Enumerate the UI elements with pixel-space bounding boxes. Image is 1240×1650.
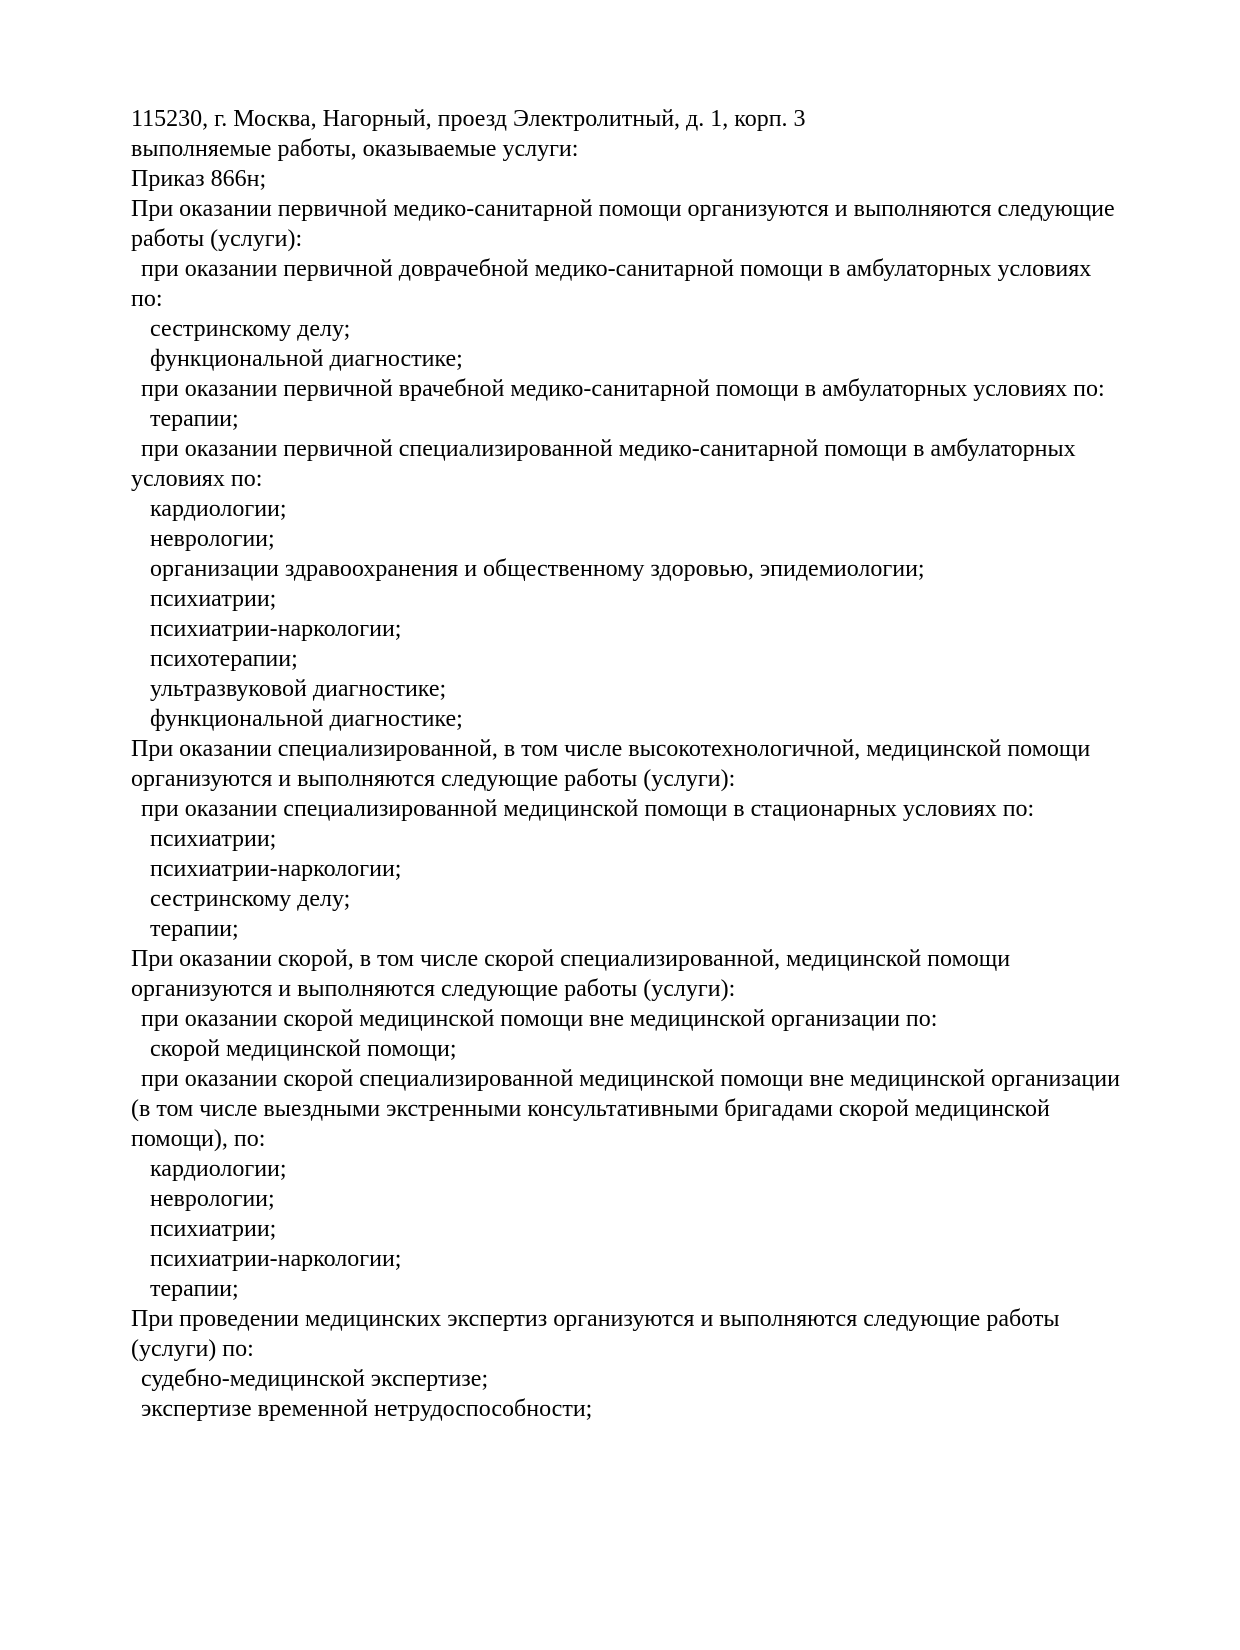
text-line: сестринскому делу; — [150, 886, 351, 912]
text-line: терапии; — [150, 916, 239, 942]
text-line: При оказании специализированной, в том числе высокотехнологичной, медицинской помощи — [131, 736, 1091, 762]
text-line: условиях по: — [131, 466, 263, 492]
text-line: психиатрии-наркологии; — [150, 1246, 402, 1272]
text-line: при оказании первичной врачебной медико-санитарной помощи в амбулаторных условиях по: — [141, 376, 1105, 402]
text-line: При оказании первичной медико-санитарной помощи организуются и выполняются следующие — [131, 196, 1115, 222]
text-line: функциональной диагностике; — [150, 706, 463, 732]
text-line: неврологии; — [150, 1186, 275, 1212]
text-line: психиатрии; — [150, 826, 277, 852]
text-line: при оказании скорой медицинской помощи вне медицинской организации по: — [141, 1006, 938, 1032]
text-line: при оказании скорой специализированной медицинской помощи вне медицинской организации — [141, 1066, 1120, 1092]
text-line: При проведении медицинских экспертиз организуются и выполняются следующие работы — [131, 1306, 1060, 1332]
text-line: терапии; — [150, 406, 239, 432]
text-line: психиатрии-наркологии; — [150, 856, 402, 882]
text-line: функциональной диагностике; — [150, 346, 463, 372]
text-line: при оказании первичной доврачебной медико-санитарной помощи в амбулаторных условиях — [141, 256, 1092, 282]
text-line: При оказании скорой, в том числе скорой специализированной, медицинской помощи — [131, 946, 1011, 972]
text-line: экспертизе временной нетрудоспособности; — [141, 1396, 593, 1422]
text-line: работы (услуги): — [131, 226, 303, 252]
text-line: психиатрии; — [150, 1216, 277, 1242]
text-line: Приказ 866н; — [131, 166, 267, 192]
text-line: организуются и выполняются следующие работы (услуги): — [131, 766, 736, 792]
text-line: скорой медицинской помощи; — [150, 1036, 457, 1062]
text-line: (в том числе выездными экстренными консультативными бригадами скорой медицинской — [131, 1096, 1050, 1122]
text-line: (услуги) по: — [131, 1336, 254, 1362]
text-line: кардиологии; — [150, 1156, 287, 1182]
document-body — [131, 104, 1240, 1424]
text-line: судебно-медицинской экспертизе; — [141, 1366, 489, 1392]
text-line: организуются и выполняются следующие работы (услуги): — [131, 976, 736, 1002]
text-line: 115230, г. Москва, Нагорный, проезд Электролитный, д. 1, корп. 3 — [131, 106, 806, 132]
text-line: при оказании специализированной медицинской помощи в стационарных условиях по: — [141, 796, 1035, 822]
text-line: по: — [131, 286, 163, 312]
text-line: кардиологии; — [150, 496, 287, 522]
text-line: терапии; — [150, 1276, 239, 1302]
text-line: психиатрии; — [150, 586, 277, 612]
text-line: психотерапии; — [150, 646, 298, 672]
text-line: организации здравоохранения и общественному здоровью, эпидемиологии; — [150, 556, 925, 582]
text-line: ультразвуковой диагностике; — [150, 676, 447, 702]
text-line: психиатрии-наркологии; — [150, 616, 402, 642]
text-line: сестринскому делу; — [150, 316, 351, 342]
text-line: при оказании первичной специализированной медико-санитарной помощи в амбулаторных — [141, 436, 1076, 462]
text-line: выполняемые работы, оказываемые услуги: — [131, 136, 579, 162]
text-line: помощи), по: — [131, 1126, 266, 1152]
text-line: неврологии; — [150, 526, 275, 552]
